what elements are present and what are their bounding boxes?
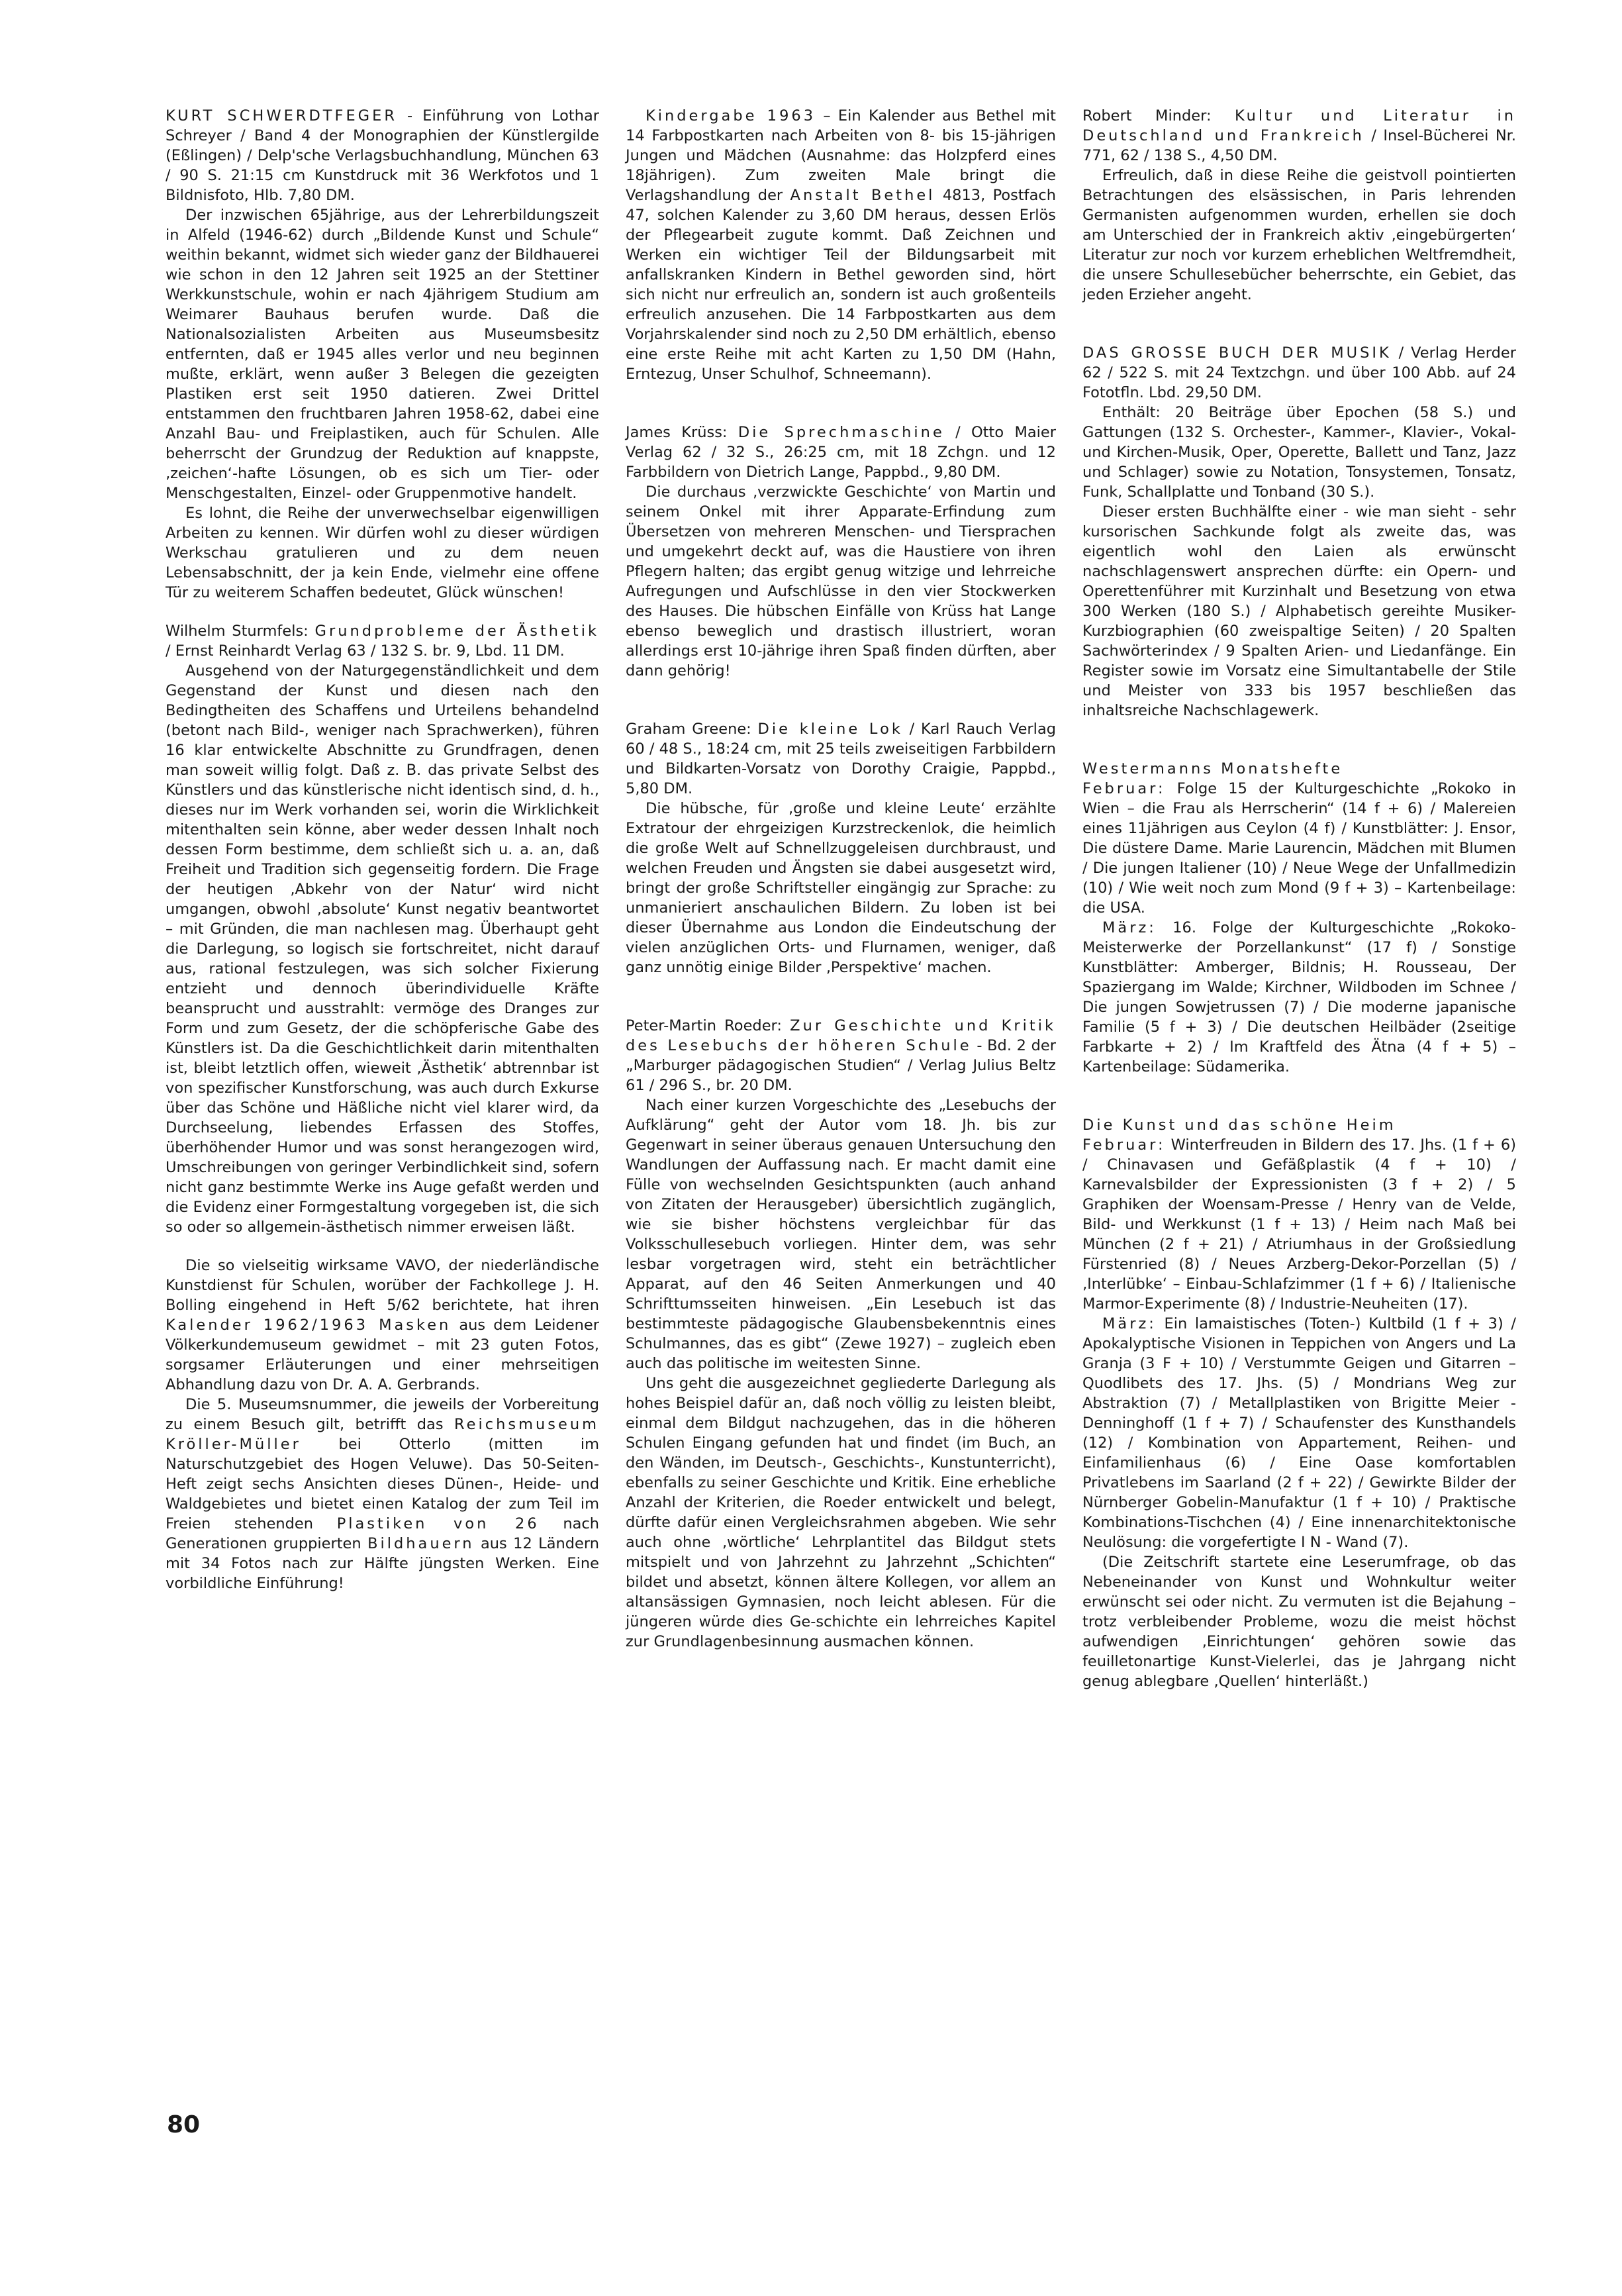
review-title: KURT SCHWERDTFEGER [166,107,397,125]
westermann-heading [1082,759,1516,779]
review-meta: - Einführung von Lothar Schreyer / Band 4 der Monographien der Künstlergilde (Eßlingen) / Delp'sche Verlagsbuchhandlung, München 63 / 90 S. 21:15 cm Kunstdruck mit 36 Werkfotos und 1 Bildnisfoto, Hlb. 7,80 DM. [166,107,599,204]
review-title: Zur Geschichte und Kritik des Lesebuchs der höheren Schule [626,1017,1056,1054]
review-paragraph: Ausgehend von der Naturgegenständlichkeit und dem Gegenstand der Kunst und diesen nach den Bedingtheiten des Schaffens und Urteilens behandelnd (betont nach Bild-, weniger nach Sprachwerken), führen 16 klar entwickelte Abschnitte zu Grundfragen, denen man soweit willig folgt. Daß z. B. das private Selbst des Künstlers und das künstlerische nicht identisch sind, d. h., dieses nur im Werk vorhanden sei, worin die Wirklichkeit mitenthalten sein könne, aber weder dessen Inhalt noch dessen Form bestimme, dem schließt sich u. a. an, daß Freiheit und Tradition sich gegenseitig fordern. Die Frage der heutigen ‚Abkehr von der Natur‘ wird nicht umgangen, obwohl ‚absolute‘ Kunst negativ beantwortet – mit Gründen, die man nachlesen mag. Überhaupt geht die Darlegung, so logisch sie fortschreitet, nicht darauf aus, rational festzulegen, was sich solcher Fixierung entzieht und dennoch überindividuelle Kräfte beansprucht und ausstrahlt: vermöge des Dranges zur Form und zum Gesetz, der die schöpferische Gabe des Künstlers ist. Da die Geschichtlichkeit darin mitenthalten ist, bleibt letztlich offen, wieweit ‚Ästhetik‘ abtrennbar ist von spezifischer Kunstforschung, was auch durch Exkurse über das Schöne und Häßliche nicht viel klarer wird, da Durchseelung, liebendes Erfassen des Stoffes, überhöhender Humor und was sonst herangezogen wird, Umschreibungen von geringer Verbindlichkeit sind, sofern nicht ganz bestimmte Werke ins Auge gefaßt werden und die Evidenz einer Formgestaltung vorgegeben ist, die sich so oder so allgemein-ästhetisch nimmer erweisen läßt. [166,662,599,1236]
highlight-plastiken: Plastiken von 26 [336,1515,540,1532]
westermann-maerz [1082,918,1516,1077]
review-paragraph: Die hübsche, für ‚große und kleine Leute‘ erzählte Extratour der ehrgeizigen Kurzstreckenlok, die heimlich die große Welt auf Schnellzuggeleisen durchbraust, und welchen Freuden und Ängsten sie dabei ausgesetzt wird, bringt der große Schriftsteller eingängig zur Sprache: zu unmanieriert anschaulichen Bildern. Zu loben ist bei dieser Übernahme aus London die Eindeutschung der vielen anzüglichen Orts- und Flurnamen, weniger, daß ganz unnötig einige Bilder ‚Perspektive‘ machen. [626,800,1056,976]
text-run: nach Generationen gruppierten [166,1515,600,1552]
review-musik-heading [1082,343,1516,403]
review-paragraph: Erfreulich, daß in diese Reihe die geistvoll pointierten Betrachtungen des elsässischen, in Paris lehrenden Germanisten aufgenommen wurden, erhellen sie doch am Unterschied der in Frankreich aktiv ‚eingebürgerten‘ Literatur zur noch vor kurzem erheblichen Weltfremdheit, die unsere Schullesebücher beherrschte, ein Gebiet, das jeden Erzieher angeht. [1082,167,1516,303]
westermann-feb [1082,779,1516,918]
review-greene-heading [626,719,1056,799]
review-vavo-paragraph [166,1395,599,1593]
review-paragraph: Enthält: 20 Beiträge über Epochen (58 S.) und Gattungen (132 S. Orchester-, Kammer-, Klavier-, Vokal- und Kirchen-Musik, Oper, Operette, Ballett und Tanz, Jazz und Schlager) sowie zu Notation, Tonsystemen, Tonsatz, Funk, Schallplatte und Tonband (30 S.). [1082,404,1516,501]
month-label: März: [1102,919,1157,936]
review-paragraph: Die durchaus ‚verzwickte Geschichte‘ von Martin und seinem Onkel mit ihrer Apparate-Erfindung zum Übersetzen von mehreren Menschen- und Tiersprachen und umgekehrt deckt auf, was die Haustiere von ihren Pflegern halten; das ergibt genug witzige und lehrreiche Aufregungen und Aufschlüsse in den vier Stockwerken des Hauses. Die hübschen Einfälle von Krüss hat Lange ebenso beweglich und drastisch illustriert, woran allerdings erst 10-jährige ihren Spaß finden dürften, aber dann gehörig! [626,483,1056,679]
review-meta: / Verlag Herder 62 / 522 S. mit 24 Textzchgn. und über 100 Abb. auf 24 Fototfln. Lbd. 29,50 DM. [1082,344,1516,401]
review-title: Kultur und Literatur in Deutschland und Frankreich [1082,107,1516,144]
review-author: James Krüss: [626,424,728,441]
text-run: Die 5. Museumsnummer, die jeweils der Vorbereitung zu einem Besuch gilt, betrifft das [166,1396,599,1433]
column-middle [626,106,1056,1652]
text-run: – Ein Kalender aus Bethel mit 14 Farbpostkarten nach Arbeiten von 8- bis 15-jährigen Jungen und Mädchen (Ausnahme: das Holzpferd eines 18jährigen). Zum zweiten Male bringt die Verlagshandlung der [626,107,1057,204]
review-meta: / Insel-Bücherei Nr. 771, 62 / 138 S., 4,50 DM. [1082,127,1516,164]
review-title: Die Sprechmaschine [738,424,945,441]
review-roeder-heading [626,1016,1056,1095]
text-run: 4813, Postfach 47, solchen Kalender zu 3,60 DM heraus, dessen Erlös der Pflegearbeit zugute kommt. Daß Zeichnen und Werken ein wichtiger Teil der Bildungsarbeit mit anfallskranken Kindern in Bethel geworden sind, hört sich nicht nur erfreulich an, sondern ist auch großenteils erfreulich anzusehen. Die 14 Farbpostkarten aus dem Vorjahrskalender sind noch zu 2,50 DM erhältlich, ebenso eine erste Reihe mit acht Karten zu 1,50 DM (Hahn, Erntezug, Unser Schulhof, Schneemann). [626,187,1057,383]
review-title: Grundprobleme der Ästhetik [314,623,599,640]
review-title: Die kleine Lok [757,721,903,738]
review-minder-heading [1082,106,1516,166]
text-run: Folge 15 der Kulturgeschichte „Rokoko in Wien – die Frau als Herrscherin“ (14 f + 6) / Malereien eines 11jährigen aus Ceylon (4 f) / Kunstblätter: J. Ensor, Die düstere Dame. Marie Laurencin, Mädchen mit Blumen / Die jungen Italiener (10) / Neue Wege der Unfallmedizin (10) / Wie weit noch zum Mond (9 f + 3) – Kartenbeilage: die USA. [1082,780,1516,917]
review-author: Wilhelm Sturmfels: [166,623,309,640]
review-sturmfels-heading [166,621,599,661]
heim-feb [1082,1135,1516,1314]
highlight-kalender: Kalender 1962/1963 Masken [166,1317,452,1334]
review-title: Kindergabe 1963 [645,107,816,125]
review-kindergabe-paragraph [626,106,1056,384]
review-title: Westermanns Monatshefte [1082,760,1343,777]
review-paragraph: Dieser ersten Buchhälfte einer - wie man sieht - sehr kursorischen Sachkunde folgt als zweite das, was eigentlich wohl den Laien als erwünscht nachschlagenswert ansprechen dürfte: ein Opern- und Operettenführer mit Kurzinhalt und Besetzung von etwa 300 Werken (180 S.) / Alphabetisch gereihte Musiker-Kurzbiographien (60 zweispaltige Seiten) / 20 Spalten Sachwörterindex / 9 Spalten Arien- und Liedanfänge. Ein Register sowie im Vorsatz eine Simultantabelle der Stile und Meister von 333 bis 1957 beschließen das inhaltsreiche Nachschlagewerk. [1082,503,1516,719]
text-run: Ein lamaistisches (Toten-) Kultbild (1 f + 3) / Apokalyptische Visionen in Teppichen von Angers und La Granja (3 F + 10) / Verstummte Geigen und Gitarren – Quodlibets des 17. Jhs. (5) / Mondrians Weg zur Abstraktion (7) / Metallplastiken von Brigitte Meier - Denninghoff (1 f + 7) / Schaufenster des Kunsthandels (12) / Kombination von Appartement, Reihen- und Einfamilienhaus (6) / Eine Oase komfortablen Privatlebens im Saarland (2 f + 22) / Gewirkte Bilder der Nürnberger Gobelin-Manufaktur (1 f + 10) / Praktische Kombinations-Tischchen (4) / Eine innenarchitektonische Neulösung: die vorgefertigte I N - Wand (7). [1082,1315,1516,1551]
review-meta: - Bd. 2 der „Marburger pädagogischen Studien“ / Verlag Julius Beltz 61 / 296 S., br. 20 DM. [626,1037,1057,1094]
page-number: 80 [167,2111,201,2138]
text-run: Winterfreuden in Bildern des 17. Jhs. (1 f + 6) / Chinavasen und Gefäßplastik (4 f + 10) / Karnevalsbilder der Expressionisten (3 f + 2) / 5 Graphiken der Woensam-Presse / Henry van de Velde, Bild- und Werkkunst (1 f + 13) / Heim nach Maß bei München (2 f + 21) / Atriumhaus in der Großsiedlung Fürstenried (8) / Neues Arzberg-Dekor-Porzellan (5) / ‚Interlübke‘ – Einbau-Schlafzimmer (1 f + 6) / Italienische Marmor-Experimente (8) / Industrie-Neuheiten (17). [1082,1136,1517,1313]
highlight-bildhauern: Bildhauern [367,1535,475,1552]
review-paragraph: Nach einer kurzen Vorgeschichte des „Lesebuchs der Aufklärung“ geht der Autor vom 18. Jh. bis zur Gegenwart in seiner überaus genauen Untersuchung den Wandlungen der Auffassung nach. Er macht damit eine Fülle von wechselnden Gesichtspunkten (auch anhand von Zitaten der Herausgeber) übersichtlich zugänglich, wie sie bisher höchstens vergleichbar für das Volksschullesebuch vorliegen. Hinter dem, was sehr lesbar vorgetragen wird, steht ein beträchtlicher Apparat, auf den 46 Seiten Anmerkungen und 40 Schrifttumsseiten hinweisen. „Ein Lesebuch ist das bestimmteste pädagogische Glaubensbekenntnis eines Schulmannes, das es gibt“ (Zewe 1927) – zugleich eben auch das politische im weitesten Sinne. [626,1097,1056,1372]
review-paragraph: Uns geht die ausgezeichnet gegliederte Darlegung als hohes Beispiel dafür an, daß noch völlig zu leisten bleibt, einmal dem Bildgut nachzugehen, das in die höheren Schulen Eingang gefunden hat und findet (im Buch, an den Wänden, im Deutsch-, Geschichts-, Kunstunterricht), ebenfalls zu seiner Geschichte und Kritik. Eine erhebliche Anzahl der Kriterien, die Roeder entwickelt und belegt, dürfte dafür einen Vergleichsrahmen abgeben. Wie sehr auch ohne ‚wörtliche‘ Lehrplantitel das Bildgut stets mitspielt und von Jahrzehnt zu Jahrzehnt „Schichten“ bildet und absetzt, können ältere Kollegen, vor allem an altansässigen Gymnasien, noch leicht ablesen. Für die jüngeren würde dies Ge-schichte ein lehrreiches Kapitel zur Grundlagenbesinnung ausmachen können. [626,1375,1056,1650]
review-title: Die Kunst und das schöne Heim [1082,1117,1396,1134]
column-right [1082,106,1516,1691]
review-author: Graham Greene: [626,721,751,738]
review-schwerdtfeger-heading [166,106,599,205]
highlight-museum: Reichsmuseum Kröller-Müller [166,1416,599,1453]
review-paragraph: Der inzwischen 65jährige, aus der Lehrerbildungszeit in Alfeld (1946-62) durch „Bildende Kunst und Schule“ weithin bekannt, widmet sich wieder ganz der Bildhauerei wie schon in den 12 Jahren seit 1925 an der Stettiner Werkkunstschule, wohin er nach 4jährigem Studium am Weimarer Bauhaus berufen wurde. Daß die Nationalsozialisten Arbeiten aus Museumsbesitz entfernten, daß er 1945 alles verlor und neu beginnen mußte, erklärt, wenn außer 3 Belegen die gezeigten Plastiken erst seit 1950 datieren. Zwei Drittel entstammen den fruchtbaren Jahren 1958-62, dabei eine Anzahl Bau- und Freiplastiken, auch für Schulen. Alle beherrscht der Grundzug der Reduktion auf knappste, ‚zeichen‘-hafte Lösungen, ob es sich um Tier- oder Menschgestalten, Einzel- oder Gruppenmotive handelt. [166,207,599,502]
highlight-anstalt: Anstalt Bethel [790,187,935,204]
review-kruess-heading [626,423,1056,482]
heim-maerz [1082,1314,1516,1552]
text-run: 16. Folge der Kulturgeschichte „Rokoko-Meisterwerke der Porzellankunst“ (17 f) / Sonstige Kunstblätter: Amberger, Bildnis; H. Rousseau, Der Spaziergang im Walde; Kirchner, Wildboden im Schnee / Die jungen Sowjetrussen (7) / Die moderne japanische Familie (5 f + 3) / Die deutschen Heilbäder (2seitige Farbkarte + 2) / Im Kraftfeld des Ätna (4 f + 5) – Kartenbeilage: Südamerika. [1082,919,1516,1075]
review-meta: / Karl Rauch Verlag 60 / 48 S., 18:24 cm, mit 25 teils zweiseitigen Farbbildern und Bildkarten-Vorsatz von Dorothy Craigie, Pappbd., 5,80 DM. [626,721,1057,797]
review-paragraph: (Die Zeitschrift startete eine Leserumfrage, ob das Nebeneinander von Kunst und Wohnkultur weiter erwünscht sei oder nicht. Zu vermuten ist die Bejahung – trotz verbleibender Probleme, wozu die meist höchst aufwendigen ‚Einrichtungen‘ gehören sowie das feuilletonartige Kunst-Vielerlei, das je Jahrgang nicht genug ablegbare ‚Quellen‘ hinterläßt.) [1082,1554,1516,1690]
text-run: aus dem Leidener Völkerkundemuseum gewidmet – mit 23 guten Fotos, sorgsamer Erläuterungen und einer mehrseitigen Abhandlung dazu von Dr. A. A. Gerbrands. [166,1317,599,1393]
text-run: Die so vielseitig wirksame VAVO, der niederländische Kunstdienst für Schulen, worüber der Fachkollege J. H. Bolling eingehend in Heft 5/62 berichtete, hat ihren [166,1257,599,1314]
heim-heading [1082,1115,1516,1135]
review-vavo-paragraph [166,1256,599,1395]
review-meta: / Ernst Reinhardt Verlag 63 / 132 S. br. 9, Lbd. 11 DM. [166,642,565,660]
review-paragraph: Es lohnt, die Reihe der unverwechselbar eigenwilligen Arbeiten zu kennen. Wir dürfen wohl zu dieser würdigen Werkschau gratulieren und zu dem neuen Lebensabschnitt, der ja kein Ende, vielmehr eine offene Tür zu weiterem Schaffen bedeutet, Glück wünschen! [166,505,599,601]
review-title: DAS GROSSE BUCH DER MUSIK [1082,344,1392,362]
review-author: Peter-Martin Roeder: [626,1017,782,1034]
text-run: bei Otterlo (mitten im Naturschutzgebiet des Hogen Veluwe). Das 50-Seiten-Heft zeigt sechs Ansichten dieses Dünen-, Heide- und Waldgebietes und bietet einen Katalog der zum Teil im Freien stehenden [166,1436,599,1532]
text-run: aus 12 Ländern mit 34 Fotos nach zur Hälfte jüngsten Werken. Eine vorbildliche Einführung! [166,1535,599,1592]
review-meta: / Otto Maier Verlag 62 / 32 S., 26:25 cm, mit 18 Zchgn. und 12 Farbbildern von Dietrich Lange, Pappbd., 9,80 DM. [626,424,1057,481]
column-left [166,106,599,1593]
month-label: Februar: [1082,1136,1166,1154]
review-author: Robert Minder: [1082,107,1212,125]
month-label: Februar: [1082,780,1166,797]
month-label: März: [1102,1315,1157,1332]
